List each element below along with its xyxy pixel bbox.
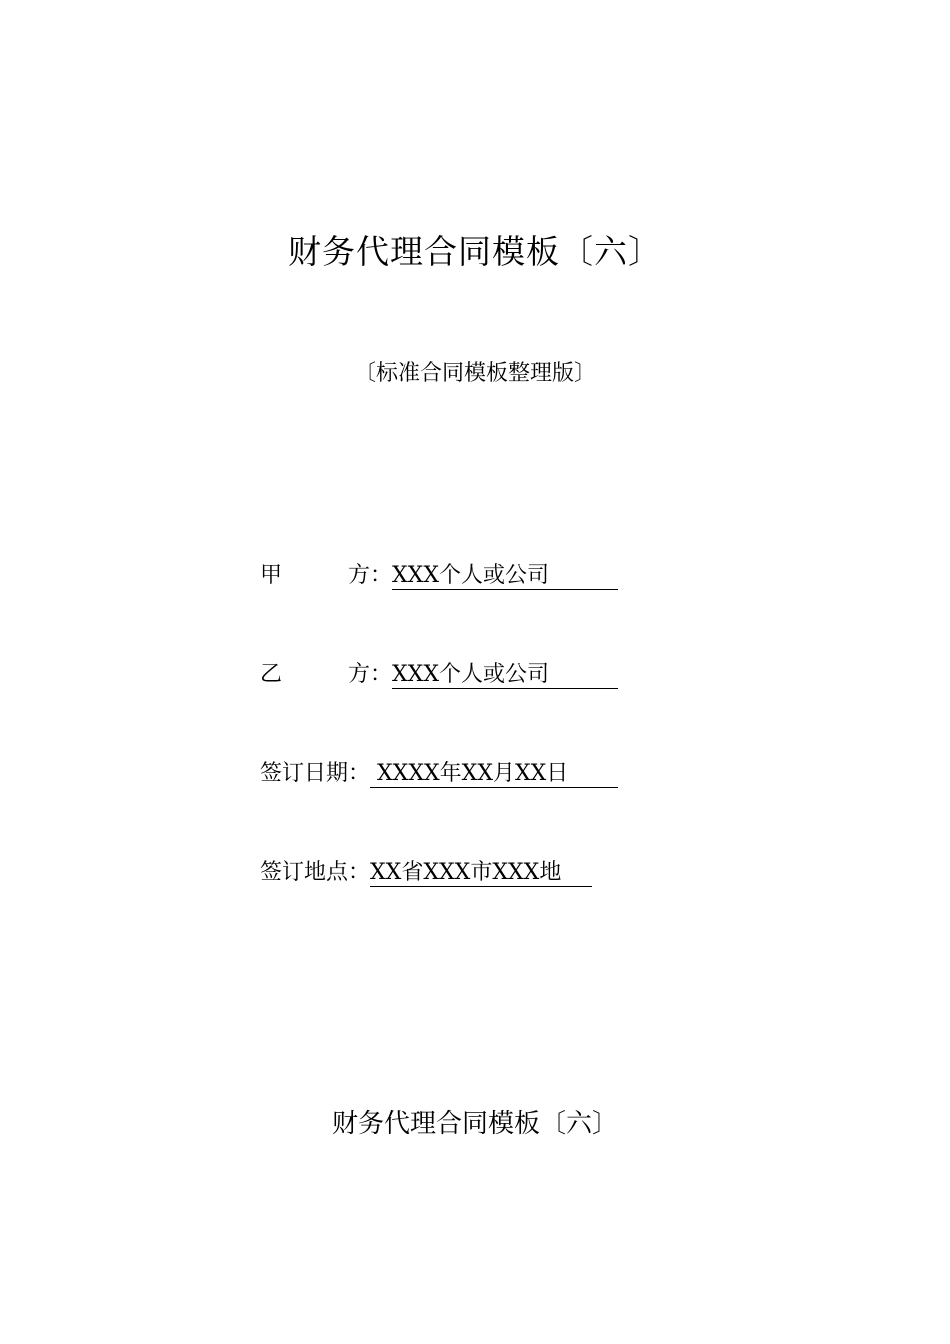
- sign-place-label: 签订地点：: [260, 860, 371, 885]
- party-b-value: XXX个人或公司: [392, 662, 618, 689]
- party-b-label: 乙 方：: [260, 662, 393, 687]
- sign-date-value: XXXX年XX月XX日: [370, 761, 618, 788]
- sign-date-label: 签订日期：: [260, 761, 371, 786]
- section-heading: 财务代理合同模板〔六〕: [331, 1109, 618, 1139]
- sign-place-row: [260, 857, 592, 889]
- sign-place-value: XX省XXX市XXX地: [370, 860, 592, 887]
- document-subtitle: 〔标准合同模板整理版〕: [353, 361, 596, 386]
- party-b-row: [260, 659, 618, 691]
- sign-date-row: [260, 758, 618, 790]
- party-a-value: XXX个人或公司: [392, 563, 618, 590]
- party-a-row: [260, 560, 618, 592]
- party-a-label: 甲 方：: [260, 563, 393, 588]
- document-title: 财务代理合同模板〔六〕: [288, 232, 662, 271]
